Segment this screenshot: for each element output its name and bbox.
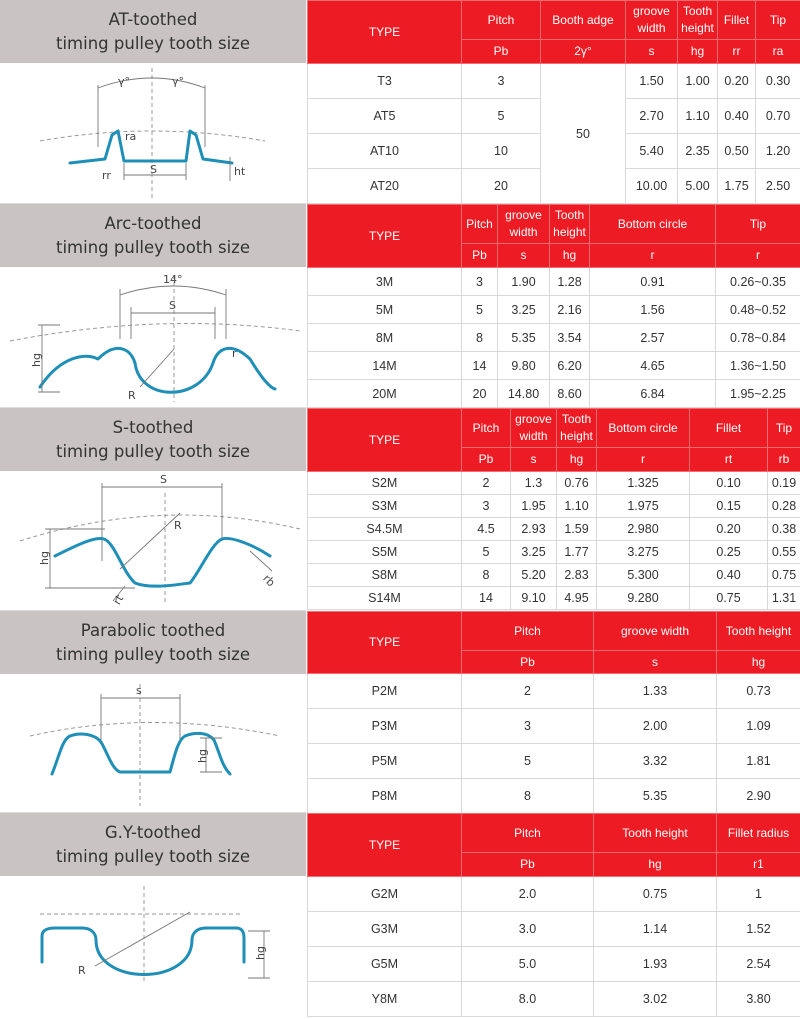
cell-bottom: 1.325 bbox=[597, 472, 690, 495]
symbol-tip: ra bbox=[756, 40, 800, 64]
section-title-line1: Parabolic toothed bbox=[80, 620, 226, 640]
section-title bbox=[0, 408, 307, 471]
cell-pitch: 14 bbox=[462, 587, 511, 610]
header-type: TYPE bbox=[308, 612, 462, 674]
symbol-tooth: hg bbox=[717, 651, 800, 674]
cell-tooth: 1.93 bbox=[594, 947, 717, 982]
cell-pitch: 3 bbox=[462, 495, 511, 518]
cell-tooth: 1.81 bbox=[717, 744, 800, 779]
cell-groove: 2.00 bbox=[594, 709, 717, 744]
cell-bottom: 1.56 bbox=[590, 296, 716, 324]
table-row bbox=[308, 587, 800, 610]
cell-bottom: 3.275 bbox=[597, 541, 690, 564]
symbol-tooth: hg bbox=[550, 244, 590, 268]
symbol-groove: s bbox=[594, 651, 717, 674]
cell-tip: 0.55 bbox=[768, 541, 800, 564]
header-fillet: Fillet bbox=[690, 409, 768, 448]
header-type: TYPE bbox=[308, 1, 462, 64]
s-label: S bbox=[150, 163, 157, 176]
cell-pitch: 14 bbox=[462, 352, 498, 380]
cell-fillet: 0.20 bbox=[690, 518, 768, 541]
header-tip: Tip bbox=[716, 205, 800, 244]
cell-type: P5M bbox=[308, 744, 462, 779]
cell-groove: 5.20 bbox=[511, 564, 557, 587]
cell-pitch: 2.0 bbox=[462, 877, 594, 912]
cell-tooth: 1.28 bbox=[550, 268, 590, 296]
cell-pitch: 3.0 bbox=[462, 912, 594, 947]
header-tooth: Tooth height bbox=[557, 409, 597, 448]
table-row bbox=[308, 64, 800, 99]
symbol-pitch: Pb bbox=[462, 244, 498, 268]
cell-tooth: 1.77 bbox=[557, 541, 597, 564]
cell-tip: 0.78~0.84 bbox=[716, 324, 800, 352]
cell-fillet: 0.15 bbox=[690, 495, 768, 518]
cell-fillet: 0.40 bbox=[718, 99, 756, 134]
cell-tip: 0.28 bbox=[768, 495, 800, 518]
table-row bbox=[308, 779, 800, 814]
header-type: TYPE bbox=[308, 814, 462, 877]
cell-pitch: 5.0 bbox=[462, 947, 594, 982]
cell-type: P8M bbox=[308, 779, 462, 814]
table-row bbox=[308, 709, 800, 744]
cell-groove: 2.93 bbox=[511, 518, 557, 541]
cell-fillet: 0.75 bbox=[690, 587, 768, 610]
section-title-line2: timing pulley tooth size bbox=[56, 33, 250, 53]
cell-type: S14M bbox=[308, 587, 462, 610]
cell-tooth: 2.16 bbox=[550, 296, 590, 324]
cell-tip: 2.50 bbox=[756, 169, 800, 204]
header-pitch: Pitch bbox=[462, 205, 498, 244]
section-title-line2: timing pulley tooth size bbox=[56, 441, 250, 461]
rt-label: rt bbox=[110, 592, 127, 607]
section-title-line1: Arc-toothed bbox=[104, 213, 202, 233]
cell-bottom: 4.65 bbox=[590, 352, 716, 380]
cell-pitch: 5 bbox=[462, 296, 498, 324]
cell-tip: 0.70 bbox=[756, 99, 800, 134]
cell-booth: 50 bbox=[541, 64, 626, 204]
cell-type: 14M bbox=[308, 352, 462, 380]
symbol-bottom: r bbox=[597, 448, 690, 472]
symbol-groove: s bbox=[498, 244, 550, 268]
cell-pitch: 20 bbox=[462, 169, 541, 204]
cell-tooth: 2.83 bbox=[557, 564, 597, 587]
cell-pitch: 2 bbox=[462, 472, 511, 495]
table-row bbox=[308, 380, 800, 408]
header-pitch: Pitch bbox=[462, 409, 511, 448]
symbol-booth: 2γ° bbox=[541, 40, 626, 64]
cell-groove: 1.3 bbox=[511, 472, 557, 495]
cell-bottom: 0.91 bbox=[590, 268, 716, 296]
header-groove: groove width bbox=[626, 1, 678, 40]
cell-type: 3M bbox=[308, 268, 462, 296]
ra-label: ra bbox=[125, 130, 137, 143]
header-groove: groove width bbox=[511, 409, 557, 448]
cell-pitch: 8.0 bbox=[462, 982, 594, 1017]
table-row bbox=[308, 744, 800, 779]
cell-tooth: 1.10 bbox=[678, 99, 718, 134]
cell-bottom: 1.975 bbox=[597, 495, 690, 518]
section-title bbox=[0, 813, 307, 876]
R-label: R bbox=[174, 519, 182, 532]
arc-spec-table bbox=[307, 204, 800, 408]
table-row bbox=[308, 674, 800, 709]
cell-type: 8M bbox=[308, 324, 462, 352]
cell-pitch: 8 bbox=[462, 779, 594, 814]
gy-spec-table bbox=[307, 813, 800, 1017]
cell-tip: 1.95~2.25 bbox=[716, 380, 800, 408]
hg-label: hg bbox=[196, 749, 209, 763]
cell-tooth: 0.75 bbox=[594, 877, 717, 912]
header-type: TYPE bbox=[308, 205, 462, 268]
symbol-pitch: Pb bbox=[462, 40, 541, 64]
cell-tooth: 5.00 bbox=[678, 169, 718, 204]
angle-label: 14° bbox=[163, 273, 183, 286]
cell-pitch: 3 bbox=[462, 709, 594, 744]
cell-groove: 1.95 bbox=[511, 495, 557, 518]
s-label: S bbox=[160, 473, 167, 486]
at-spec-table bbox=[307, 0, 800, 204]
cell-tooth: 6.20 bbox=[550, 352, 590, 380]
header-tooth: Tooth height bbox=[717, 612, 800, 651]
cell-groove: 1.50 bbox=[626, 64, 678, 99]
cell-tip: 1.31 bbox=[768, 587, 800, 610]
cell-fillet: 3.80 bbox=[717, 982, 800, 1017]
cell-tip: 0.75 bbox=[768, 564, 800, 587]
section-title bbox=[0, 204, 307, 267]
cell-bottom: 6.84 bbox=[590, 380, 716, 408]
symbol-tooth: hg bbox=[594, 853, 717, 877]
symbol-groove: s bbox=[626, 40, 678, 64]
cell-bottom: 2.980 bbox=[597, 518, 690, 541]
cell-fillet: 1 bbox=[717, 877, 800, 912]
header-booth: Booth adge bbox=[541, 1, 626, 40]
R-label: R bbox=[128, 389, 136, 402]
R-label: R bbox=[78, 964, 86, 977]
cell-tooth: 3.54 bbox=[550, 324, 590, 352]
cell-bottom: 9.280 bbox=[597, 587, 690, 610]
header-groove: groove width bbox=[498, 205, 550, 244]
header-pitch: Pitch bbox=[462, 612, 594, 651]
cell-type: 20M bbox=[308, 380, 462, 408]
cell-fillet: 1.75 bbox=[718, 169, 756, 204]
cell-fillet: 2.54 bbox=[717, 947, 800, 982]
arc-tooth-diagram bbox=[0, 267, 307, 408]
cell-bottom: 2.57 bbox=[590, 324, 716, 352]
cell-type: S3M bbox=[308, 495, 462, 518]
parabolic-tooth-diagram bbox=[0, 674, 307, 813]
parabolic-section bbox=[0, 611, 800, 813]
symbol-fillet: rt bbox=[690, 448, 768, 472]
table-row bbox=[308, 912, 800, 947]
cell-pitch: 4.5 bbox=[462, 518, 511, 541]
symbol-tip: rb bbox=[768, 448, 800, 472]
cell-groove: 5.35 bbox=[594, 779, 717, 814]
rb-label: rb bbox=[260, 571, 278, 590]
cell-pitch: 2 bbox=[462, 674, 594, 709]
table-row bbox=[308, 495, 800, 518]
hg-label: hg bbox=[30, 353, 43, 367]
cell-type: G3M bbox=[308, 912, 462, 947]
cell-fillet: 0.40 bbox=[690, 564, 768, 587]
table-row bbox=[308, 352, 800, 380]
header-pitch: Pitch bbox=[462, 814, 594, 853]
arc-section bbox=[0, 204, 800, 408]
header-tooth: Tooth height bbox=[550, 205, 590, 244]
cell-tip: 0.48~0.52 bbox=[716, 296, 800, 324]
symbol-groove: s bbox=[511, 448, 557, 472]
cell-bottom: 5.300 bbox=[597, 564, 690, 587]
cell-type: S2M bbox=[308, 472, 462, 495]
cell-groove: 14.80 bbox=[498, 380, 550, 408]
section-title-line2: timing pulley tooth size bbox=[56, 846, 250, 866]
cell-tooth: 8.60 bbox=[550, 380, 590, 408]
table-row bbox=[308, 268, 800, 296]
cell-tip: 1.36~1.50 bbox=[716, 352, 800, 380]
cell-type: S4.5M bbox=[308, 518, 462, 541]
section-title-line1: G.Y-toothed bbox=[104, 822, 202, 842]
cell-groove: 1.90 bbox=[498, 268, 550, 296]
s-spec-table bbox=[307, 408, 800, 610]
cell-pitch: 10 bbox=[462, 134, 541, 169]
section-title-line1: AT-toothed bbox=[108, 9, 198, 29]
section-title bbox=[0, 611, 307, 674]
cell-fillet: 0.50 bbox=[718, 134, 756, 169]
parabolic-spec-table bbox=[307, 611, 800, 814]
symbol-pitch: Pb bbox=[462, 448, 511, 472]
gamma-label-right: γ° bbox=[172, 75, 185, 88]
cell-pitch: 5 bbox=[462, 541, 511, 564]
symbol-fillet: r1 bbox=[717, 853, 800, 877]
cell-groove: 3.25 bbox=[511, 541, 557, 564]
at-tooth-diagram bbox=[0, 63, 307, 204]
table-row bbox=[308, 324, 800, 352]
cell-tip: 0.26~0.35 bbox=[716, 268, 800, 296]
cell-pitch: 5 bbox=[462, 744, 594, 779]
cell-groove: 1.33 bbox=[594, 674, 717, 709]
gy-tooth-diagram bbox=[0, 876, 307, 1019]
rr-label: rr bbox=[102, 169, 111, 182]
cell-groove: 3.32 bbox=[594, 744, 717, 779]
symbol-pitch: Pb bbox=[462, 853, 594, 877]
ht-label: ht bbox=[234, 165, 246, 178]
table-row bbox=[308, 877, 800, 912]
header-tip: Tip bbox=[756, 1, 800, 40]
cell-type: G5M bbox=[308, 947, 462, 982]
cell-groove: 9.80 bbox=[498, 352, 550, 380]
header-tip: Tip bbox=[768, 409, 800, 448]
cell-tooth: 1.00 bbox=[678, 64, 718, 99]
cell-groove: 2.70 bbox=[626, 99, 678, 134]
cell-groove: 10.00 bbox=[626, 169, 678, 204]
header-tooth: Tooth height bbox=[594, 814, 717, 853]
cell-tooth: 1.09 bbox=[717, 709, 800, 744]
cell-fillet: 0.20 bbox=[718, 64, 756, 99]
cell-type: P2M bbox=[308, 674, 462, 709]
hg-label: hg bbox=[254, 946, 267, 960]
s-label: S bbox=[169, 299, 176, 312]
cell-fillet: 0.25 bbox=[690, 541, 768, 564]
cell-type: S5M bbox=[308, 541, 462, 564]
cell-tip: 0.19 bbox=[768, 472, 800, 495]
cell-pitch: 8 bbox=[462, 564, 511, 587]
cell-tooth: 4.95 bbox=[557, 587, 597, 610]
at-section bbox=[0, 0, 800, 204]
cell-tip: 0.38 bbox=[768, 518, 800, 541]
table-row bbox=[308, 564, 800, 587]
table-row bbox=[308, 947, 800, 982]
cell-type: T3 bbox=[308, 64, 462, 99]
header-fillet: Fillet radius bbox=[717, 814, 800, 853]
symbol-tooth: hg bbox=[678, 40, 718, 64]
cell-groove: 9.10 bbox=[511, 587, 557, 610]
symbol-fillet: rr bbox=[718, 40, 756, 64]
header-bottom: Bottom circle bbox=[597, 409, 690, 448]
section-title bbox=[0, 0, 307, 63]
cell-fillet: 1.52 bbox=[717, 912, 800, 947]
symbol-bottom: r bbox=[590, 244, 716, 268]
cell-tip: 1.20 bbox=[756, 134, 800, 169]
gy-section bbox=[0, 813, 800, 1019]
header-type: TYPE bbox=[308, 409, 462, 472]
hg-label: hg bbox=[38, 551, 51, 565]
cell-tooth: 0.73 bbox=[717, 674, 800, 709]
section-title-line1: S-toothed bbox=[112, 417, 194, 437]
cell-tooth: 3.02 bbox=[594, 982, 717, 1017]
header-tooth: Tooth height bbox=[678, 1, 718, 40]
s-section bbox=[0, 408, 800, 611]
cell-type: P3M bbox=[308, 709, 462, 744]
s-label: s bbox=[136, 684, 142, 697]
cell-type: AT5 bbox=[308, 99, 462, 134]
s-tooth-diagram bbox=[0, 471, 307, 611]
cell-type: 5M bbox=[308, 296, 462, 324]
section-title-line2: timing pulley tooth size bbox=[56, 644, 250, 664]
cell-type: AT10 bbox=[308, 134, 462, 169]
table-row bbox=[308, 541, 800, 564]
cell-groove: 3.25 bbox=[498, 296, 550, 324]
cell-type: G2M bbox=[308, 877, 462, 912]
symbol-tip: r bbox=[716, 244, 800, 268]
symbol-pitch: Pb bbox=[462, 651, 594, 674]
cell-fillet: 0.10 bbox=[690, 472, 768, 495]
cell-type: AT20 bbox=[308, 169, 462, 204]
header-fillet: Fillet bbox=[718, 1, 756, 40]
cell-tooth: 0.76 bbox=[557, 472, 597, 495]
cell-tooth: 2.35 bbox=[678, 134, 718, 169]
section-title-line2: timing pulley tooth size bbox=[56, 237, 250, 257]
cell-groove: 5.40 bbox=[626, 134, 678, 169]
cell-groove: 5.35 bbox=[498, 324, 550, 352]
cell-tooth: 2.90 bbox=[717, 779, 800, 814]
table-row bbox=[308, 982, 800, 1017]
cell-tooth: 1.59 bbox=[557, 518, 597, 541]
symbol-tooth: hg bbox=[557, 448, 597, 472]
header-groove: groove width bbox=[594, 612, 717, 651]
cell-pitch: 3 bbox=[462, 268, 498, 296]
cell-pitch: 20 bbox=[462, 380, 498, 408]
cell-type: S8M bbox=[308, 564, 462, 587]
cell-pitch: 3 bbox=[462, 64, 541, 99]
table-row bbox=[308, 518, 800, 541]
cell-type: Y8M bbox=[308, 982, 462, 1017]
cell-tip: 0.30 bbox=[756, 64, 800, 99]
cell-tooth: 1.14 bbox=[594, 912, 717, 947]
table-row bbox=[308, 296, 800, 324]
cell-pitch: 5 bbox=[462, 99, 541, 134]
gamma-label-left: γ° bbox=[118, 75, 131, 88]
table-row bbox=[308, 472, 800, 495]
cell-pitch: 8 bbox=[462, 324, 498, 352]
header-pitch: Pitch bbox=[462, 1, 541, 40]
header-bottom: Bottom circle bbox=[590, 205, 716, 244]
cell-tooth: 1.10 bbox=[557, 495, 597, 518]
r-label: r bbox=[232, 347, 237, 360]
